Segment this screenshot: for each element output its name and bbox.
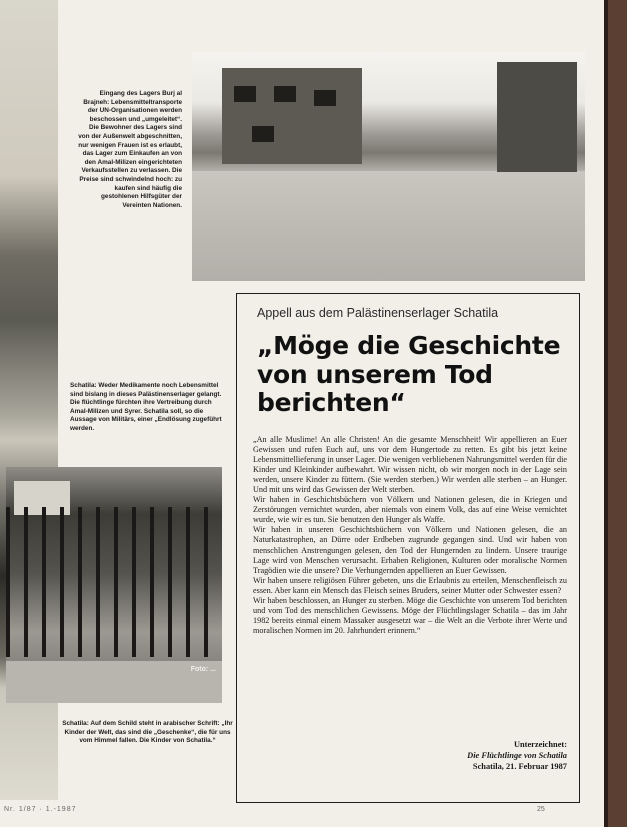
signature-place-date: Schatila, 21. Februar 1987 — [472, 762, 567, 771]
appeal-body — [253, 435, 567, 636]
appeal-paragraph: Wir haben in unseren Geschichtsbüchern von Völkern und Nationen gelesen, die an Naturkatastrophen, an Dürre oder Erdbeben zugrunde gegangen sind. Und wir haben von menschlichen Anstrengungen gelesen, den Tod der Hungernden zu lindern. Unsere traurige Lage wird von Menschen verursacht. Erhaben Religionen, Kulturen oder moralische Normen Tragödien wie die unsere? Die Verhungernden appellieren an Euer Gewissen. — [253, 525, 567, 575]
signature-label: Unterzeichnet: — [513, 740, 567, 749]
camp-ruins-photo — [192, 52, 585, 281]
appeal-kicker: Appell aus dem Palästinenserlager Schatila — [257, 306, 499, 320]
appeal-signature — [467, 739, 567, 772]
appeal-paragraph: „An alle Muslime! An alle Christen! An die gesamte Menschheit! Wir appellieren an Euer Gewissen und rufen Euch auf, uns vor dem Hungertode zu retten. Es gibt bis jetzt keine Lebensmittellieferung in unser Lager. Die wenigen verbliebenen Nahrungsmittel werden für die Kinder und Kleinkinder aufbewahrt. Wir wissen nicht, ob wir morgen noch in der Lage sein werden, unsere Kinder zu füttern. (Sie werden sterben.) Wir werden alle sterben – an Hunger. Und mit uns wird das Gewissen der Welt sterben. — [253, 435, 567, 495]
appeal-paragraph: Wir haben unsere religiösen Führer gebeten, uns die Erlaubnis zu erteilen, Menschenfleisch zu essen. Aber kann ein Mensch das Fleisch seines Bruders, seiner Mutter oder Schwester essen? — [253, 575, 567, 595]
issue-footer: Nr. 1/87 · 1.-1987 — [4, 806, 77, 813]
caption-camp-entrance: Eingang des Lagers Burj al Brajneh: Lebensmitteltransporte der UN-Organisationen werden beschossen und „umgeleitet“. Die Bewohner des Lagers sind von der Außenwelt abgeschnitten, nur wenigen Frauen ist es erlaubt, das Lager zum Einkaufen an von den Amal-Milizen eingerichteten Verkaufsstellen zu verlassen. Die Preise sind schwindelnd hoch: zu kaufen sind häufig die gestohlenen Hilfsgüter der Vereinten Nationen. — [78, 90, 182, 209]
appeal-paragraph: Wir haben in Geschichtsbüchern von Völkern und Nationen gelesen, die in Kriegen und Zerstörungen vernichtet wurden, aber niemals von einem Volk, das auf eine Weise vernichtet wurde, wie wir es tun. Sie benutzen den Hunger als Waffe. — [253, 495, 567, 525]
signature-org: Die Flüchtlinge von Schatila — [467, 751, 567, 760]
schatila-fence-photo — [6, 467, 222, 703]
photo-credit: Foto: ... — [190, 666, 216, 673]
caption-schatila-supplies: Schatila: Weder Medikamente noch Lebensmittel sind bislang in dieses Palästinenserlager gelangt. Die flüchtlinge fürchten ihre Vertreibung durch Amal-Milizen und Syrer. Schatila soll, so die Aussage von Militärs, einer „Endlösung zugeführt werden. — [70, 382, 222, 432]
photo-ground — [6, 661, 222, 703]
appeal-paragraph: Wir haben beschlossen, an Hunger zu sterben. Möge die Geschichte von unserem Tod berichten und vom Tod des menschlichen Gewissens. Möge der Flüchtlingslager Schatila – das im Jahr 1982 bereits einmal einem Massaker ausgesetzt war – die Welt an die Verbote ihrer Werte und moralischen Normen im 20. Jahrhundert erinnern.“ — [253, 595, 567, 635]
appeal-headline: „Möge die Geschichte von unserem Tod berichten“ — [257, 331, 561, 417]
page-number: 25 — [537, 806, 545, 813]
photo-road — [192, 171, 585, 281]
photo-ruined-building-right — [497, 62, 577, 172]
appeal-box — [236, 293, 580, 803]
photo-fence — [6, 507, 222, 657]
page-binding-edge — [604, 0, 627, 827]
photo-ruined-building-left — [222, 68, 362, 164]
caption-sign-translation: Schatila: Auf dem Schild steht in arabischer Schrift: „Ihr Kinder der Welt, das sind die „Geschenke“, die für uns vom Himmel fallen. Die Kinder von Schatila.“ — [62, 720, 233, 745]
